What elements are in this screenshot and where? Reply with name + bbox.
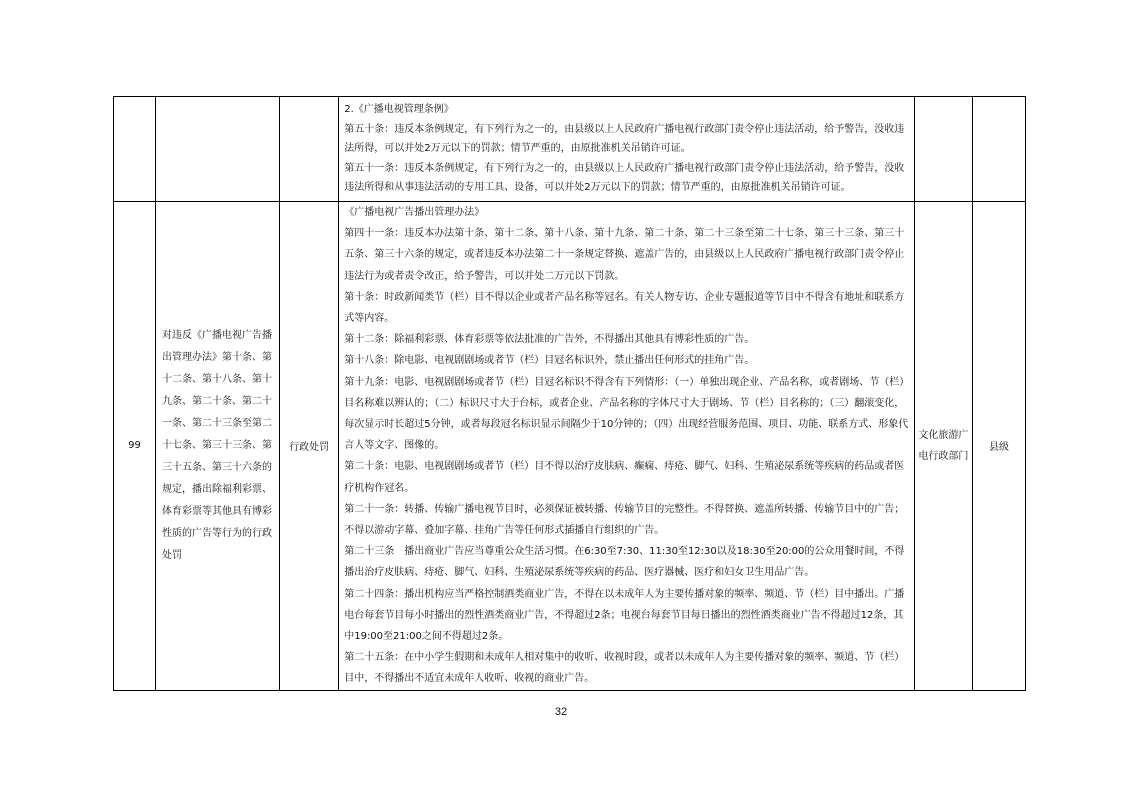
level-cell: 县级 (972, 202, 1025, 691)
basis-paragraph: 第二十五条：在中小学生假期和未成年人相对集中的收听、收视时段，或者以未成年人为主要传播对象的频率、频道、节（栏）目中，不得播出不适宜未成年人收听、收视的商业广告。 (344, 652, 905, 685)
basis-paragraph: 第五十条：违反本条例规定，有下列行为之一的，由县级以上人民政府广播电视行政部门责令停止违法活动，给予警告，没收违法所得，可以并处2万元以下的罚款；情节严重的，由原批准机关吊销许可证。 (344, 123, 905, 155)
basis-paragraph: 第四十一条：违反本办法第十条、第十二条、第十八条、第十九条、第二十条、第二十三条至第二十七条、第三十三条、第三十五条、第三十六条的规定，或者违反本办法第二十一条规定替换、遮盖广告的，由县级以上人民政府广播电视行政部门责令停止违法行为或者责令改正，给予警告，可以并处二万元以下罚款。 (344, 228, 905, 282)
penalty-type-cell (280, 97, 339, 202)
legal-basis-cell (339, 97, 915, 202)
subject-cell (156, 97, 280, 202)
basis-paragraph: 《广播电视广告播出管理办法》 (344, 207, 485, 218)
department-cell (914, 202, 972, 691)
subject-cell (156, 202, 280, 691)
basis-paragraph: 第十二条：除福利彩票、体育彩票等依法批准的广告外，不得播出其他具有博彩性质的广告。 (344, 334, 755, 346)
legal-basis-cell (339, 202, 915, 691)
basis-paragraph: 第五十一条：违反本条例规定，有下列行为之一的，由县级以上人民政府广播电视行政部门责令停止违法活动，给予警告，没收违法所得和从事违法活动的专用工具、设备，可以并处2万元以下的罚款；情节严重的，由原批准机关吊销许可证。 (344, 162, 905, 194)
department-text: 文化旅游广电行政部门 (918, 429, 969, 462)
basis-paragraph: 第十条：时政新闻类节（栏）目不得以企业或者产品名称等冠名。有关人物专访、企业专题报道等节目中不得含有地址和联系方式等内容。 (344, 291, 905, 325)
regulation-table (113, 96, 1026, 691)
table-row (114, 202, 1026, 691)
penalty-type-cell: 行政处罚 (280, 202, 339, 691)
basis-paragraph: 第十九条：电影、电视剧剧场或者节（栏）目冠名标识不得含有下列情形：（一）单独出现企业、产品名称，或者剧场、节（栏）目名称难以辨认的；（二）标识尺寸大于台标，或者企业、产品名称的字体尺寸大于剧场、节（栏）目名称的；（三）翻滚变化，每次显示时长超过5分钟，或者每段冠名标识显示间隔少于10分钟的；（四）出现经营服务范围、项目、功能、联系方式、形象代言人等文字、图像的。 (344, 376, 910, 452)
item-number-cell (114, 97, 156, 202)
basis-paragraph: 第二十三条 播出商业广告应当尊重公众生活习惯。在6:30至7:30、11:30至12:30以及18:30至20:00的公众用餐时间，不得播出治疗皮肤病、痔疮、脚气、妇科、生殖泌尿系统等疾病的药品、医疗器械、医疗和妇女卫生用品广告。 (344, 546, 905, 579)
basis-paragraph: 第二十条：电影、电视剧剧场或者节（栏）目不得以治疗皮肤病、癫痫、痔疮、脚气、妇科、生殖泌尿系统等疾病的药品或者医疗机构作冠名。 (344, 461, 905, 494)
basis-paragraph: 第二十一条：转播、传输广播电视节目时，必须保证被转播、传输节目的完整性。不得替换、遮盖所转播、传输节目中的广告；不得以游动字幕、叠加字幕、挂角广告等任何形式插播自行组织的广告。 (344, 503, 905, 537)
level-cell (972, 97, 1025, 202)
table-row (114, 97, 1026, 202)
subject-text: 对违反《广播电视广告播出管理办法》第十条、第十二条、第十八条、第十九条、第二十条、第二十一条、第二十三条至第二十七条、第三十三条、第三十五条、第三十六条的规定，播出除福利彩票、体育彩票等其他具有博彩性质的广告等行为的行政处罚 (162, 329, 273, 561)
basis-paragraph: 第十八条：除电影、电视剧剧场或者节（栏）目冠名标识外，禁止播出任何形式的挂角广告。 (344, 355, 755, 367)
item-number-cell: 99 (114, 202, 156, 691)
basis-paragraph: 2.《广播电视管理条例》 (344, 104, 454, 116)
department-cell (914, 97, 972, 202)
basis-paragraph: 第二十四条：播出机构应当严格控制酒类商业广告，不得在以未成年人为主要传播对象的频率、频道、节（栏）目中播出。广播电台每套节目每小时播出的烈性酒类商业广告，不得超过2条；电视台每套节目每日播出的烈性酒类商业广告不得超过12条，其中19:00至21:00之间不得超过2条。 (344, 588, 905, 643)
page-number: 32 (554, 706, 568, 718)
